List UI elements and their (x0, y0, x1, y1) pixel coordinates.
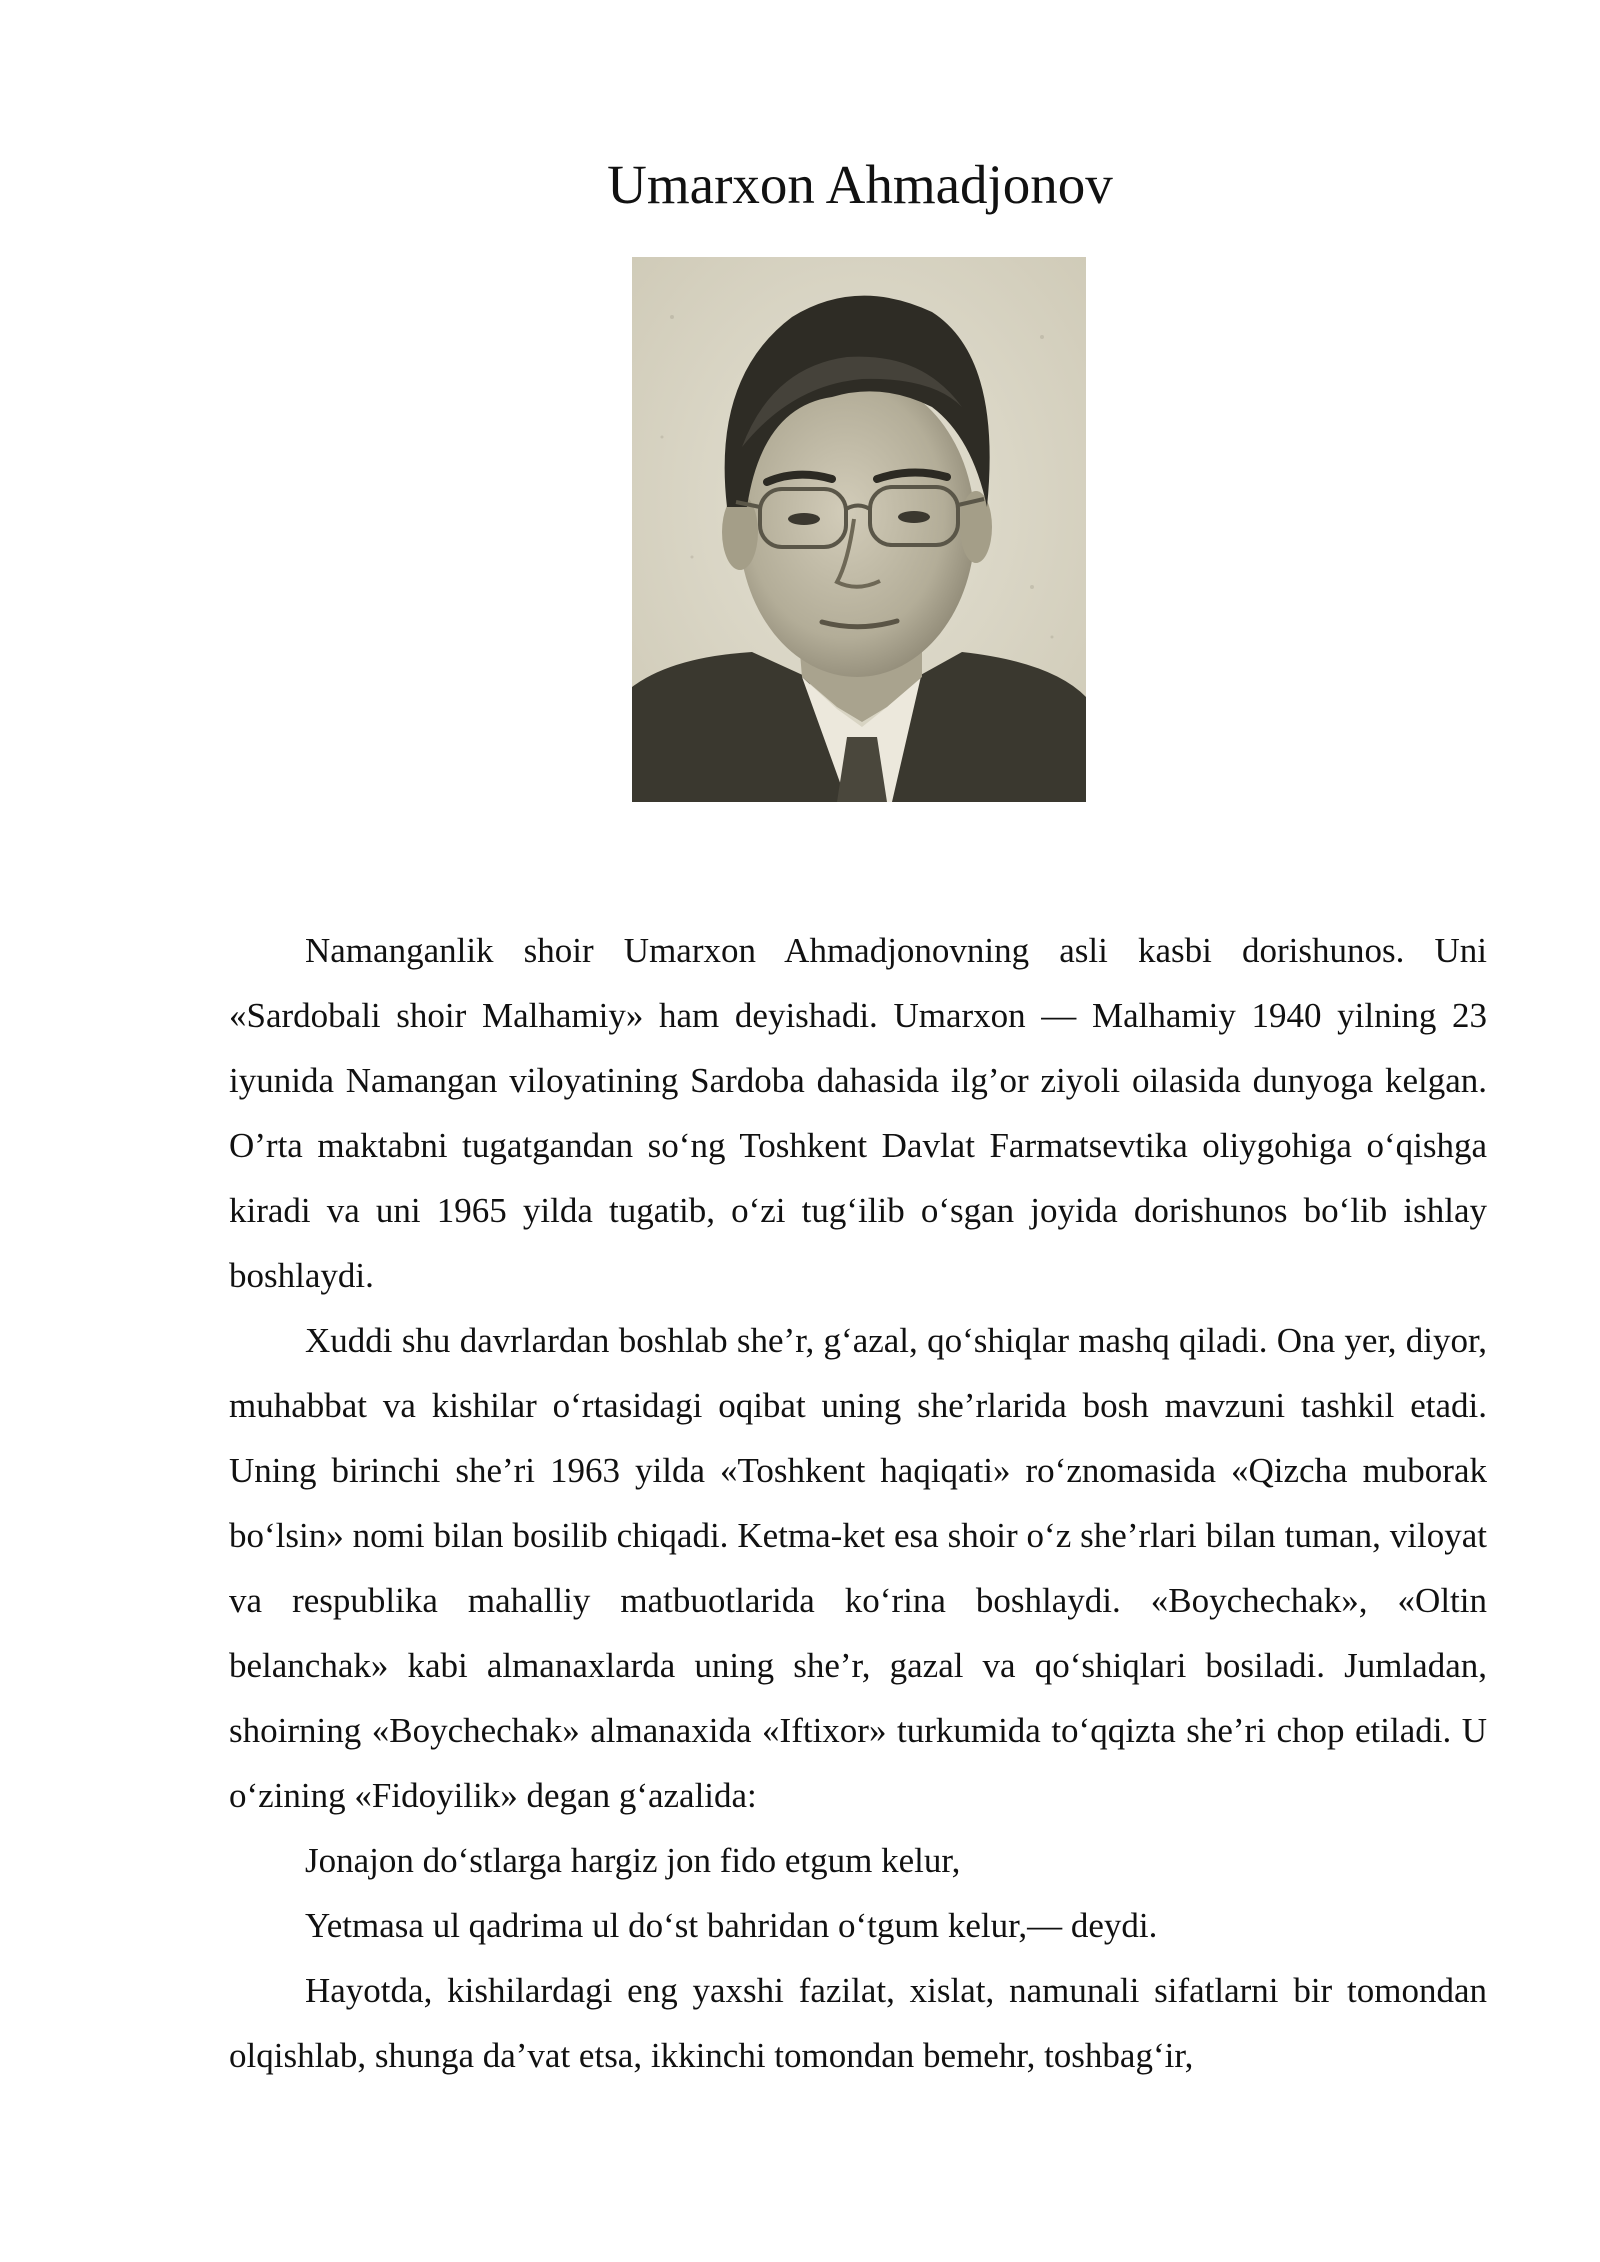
verse-line-1: Jonajon do‘stlarga hargiz jon fido etgum kelur, (305, 1841, 961, 1880)
portrait-photo (632, 257, 1086, 802)
verse-line-2: Yetmasa ul qadrima ul do‘st bahridan o‘tgum kelur,— deydi. (305, 1906, 1158, 1945)
paragraph-poetry-career: Xuddi shu davrlardan boshlab she’r, g‘azal, qo‘shiqlar mashq qiladi. Ona yer, diyor, muhabbat va kishilar o‘rtasidagi oqibat uning she’rlarida bosh mavzuni tashkil etadi. Uning birinchi she’ri 1963 yilda «Toshkent haqiqati» ro‘znomasida «Qizcha muborak bo‘lsin» nomi bilan bosilib chiqadi. Ketma-ket esa shoir o‘z she’rlari bilan tuman, viloyat va respublika mahalliy matbuotlarida ko‘rina boshlaydi. «Boychechak», «Oltin belanchak» kabi almanaxlarda uning she’r, gazal va qo‘shiqlari bosiladi. Jumladan, shoirning «Boychechak» almanaxida «Iftixor» turkumida to‘qqizta she’ri chop etiladi. U o‘zining «Fidoyilik» degan g‘azalida: (229, 1321, 1487, 1815)
paragraph-virtues: Hayotda, kishilardagi eng yaxshi fazilat, xislat, namunali sifatlarni bir tomondan olqishlab, shunga da’vat etsa, ikkinchi tomondan bemehr, toshbag‘ir, (229, 1971, 1487, 2075)
page-title: Umarxon Ahmadjonov (607, 154, 1113, 215)
article-body (229, 918, 1487, 2088)
paragraph-biography: Namanganlik shoir Umarxon Ahmadjonovning asli kasbi dorishunos. Uni «Sardobali shoir Malhamiy» ham deyishadi. Umarxon — Malhamiy 1940 yilning 23 iyunida Namangan viloyatining Sardoba dahasida ilg’or ziyoli oilasida dunyoga kelgan. O’rta maktabni tugatgandan so‘ng Toshkent Davlat Farmatsevtika oliygohiga o‘qishga kiradi va uni 1965 yilda tugatib, o‘zi tug‘ilib o‘sgan joyida dorishunos bo‘lib ishlay boshlaydi. (229, 931, 1487, 1295)
